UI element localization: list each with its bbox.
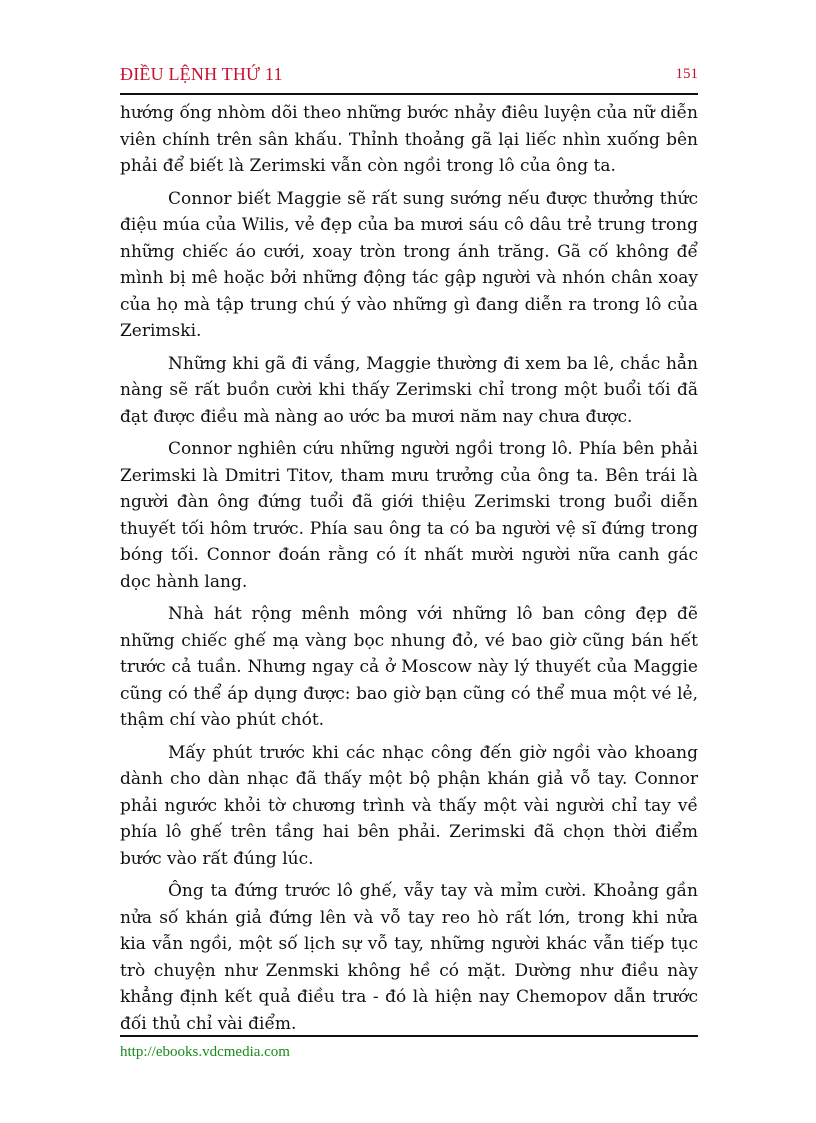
footer-divider [120,1035,698,1037]
paragraph: Nhà hát rộng mênh mông với những lô ban công đẹp đẽ những chiếc ghế mạ vàng bọc nhung đỏ, vé bao giờ cũng bán hết trước cả tuần. Nhưng ngay cả ở Moscow này lý thuyết của Maggie cũng có thể áp dụng được: bao giờ bạn cũng có thể mua một vé lẻ, thậm chí vào phút chót. [120,604,698,730]
paragraph: Ông ta đứng trước lô ghế, vẫy tay và mỉm cười. Khoảng gần nửa số khán giả đứng lên và vỗ tay reo hò rất lớn, trong khi nửa kia vẫn ngồi, một số lịch sự vỗ tay, những người khác vẫn tiếp tục trò chuyện như Zenmski không hề có mặt. Dường như điều này khẳng định kết quả điều tra - đó là hiện nay Chemopov dẫn trước đối thủ chỉ vài điểm. [120,881,698,1034]
page-number: 151 [675,66,698,82]
book-page [120,56,698,1076]
body-text [120,100,698,1043]
book-title: ĐIỀU LỆNH THỨ 11 [120,64,283,84]
footer-link[interactable]: http://ebooks.vdcmedia.com [120,1044,290,1060]
page-header [120,64,698,88]
paragraph: Connor nghiên cứu những người ngồi trong lô. Phía bên phải Zerimski là Dmitri Titov, tham mưu trưởng của ông ta. Bên trái là người đàn ông đứng tuổi đã giới thiệu Zerimski trong buổi diễn thuyết tối hôm trước. Phía sau ông ta có ba người vệ sĩ đứng trong bóng tối. Connor đoán rằng có ít nhất mười người nữa canh gác dọc hành lang. [120,439,698,592]
paragraph: Mấy phút trước khi các nhạc công đến giờ ngồi vào khoang dành cho dàn nhạc đã thấy một bộ phận khán giả vỗ tay. Connor phải ngước khỏi tờ chương trình và thấy một vài người chỉ tay về phía lô ghế trên tầng hai bên phải. Zerimski đã chọn thời điểm bước vào rất đúng lúc. [120,742,698,869]
paragraph: Những khi gã đi vắng, Maggie thường đi xem ba lê, chắc hẳn nàng sẽ rất buồn cười khi thấy Zerimski chỉ trong một buổi tối đã đạt được điều mà nàng ao ước ba mươi năm nay chưa được. [120,353,698,427]
paragraph: Connor biết Maggie sẽ rất sung sướng nếu được thưởng thức điệu múa của Wilis, vẻ đẹp của ba mươi sáu cô dâu trẻ trung trong những chiếc áo cưới, xoay tròn trong ánh trăng. Gã cố không để mình bị mê hoặc bởi những động tác gập người và nhón chân xoay của họ mà tập trung chú ý vào những gì đang diễn ra trong lô của Zerimski. [120,188,698,341]
paragraph: hướng ống nhòm dõi theo những bước nhảy điêu luyện của nữ diễn viên chính trên sân khấu. Thỉnh thoảng gã lại liếc nhìn xuống bên phải để biết là Zerimski vẫn còn ngồi trong lô của ông ta. [120,103,698,176]
header-divider [120,93,698,95]
